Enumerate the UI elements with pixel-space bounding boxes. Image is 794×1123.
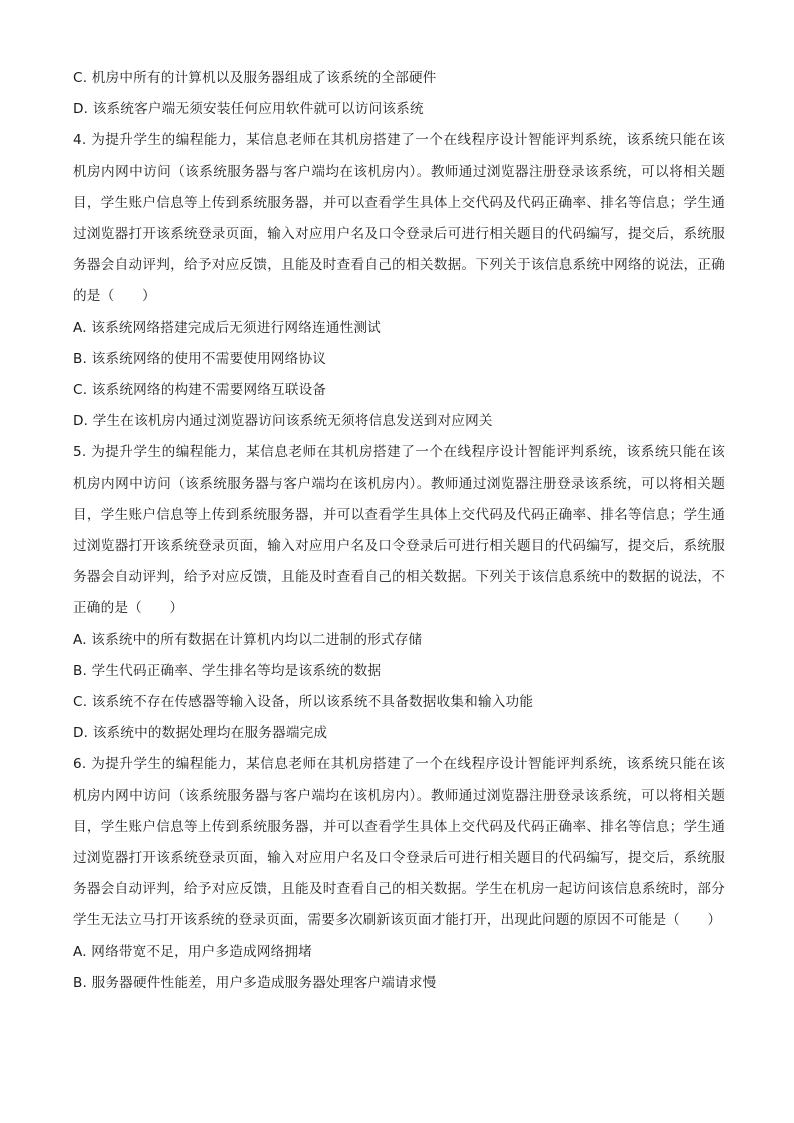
q4-stem: 4. 为提升学生的编程能力，某信息老师在其机房搭建了一个在线程序设计智能评判系统，该系统只能在该机房内网中访问（该系统服务器与客户端均在该机房内）。教师通过浏览器注册登录该系统，可以将相关题目，学生账户信息等上传到系统服务器，并可以查看学生具体上交代码及代码正确率、排名等信息；学生通过浏览器打开该系统登录页面，输入对应用户名及口令登录后可进行相关题目的代码编写，提交后，系统服务器会自动评判，给予对应反馈，且能及时查看自己的相关数据。下列关于该信息系统中网络的说法，正确的是（ ）	[73, 132, 725, 305]
q4-option-d: D. 学生在该机房内通过浏览器访问该系统无须将信息发送到对应网关	[73, 413, 493, 430]
q5-option-a: A. 该系统中的所有数据在计算机内均以二进制的形式存储	[73, 631, 423, 648]
q6-option-b: B. 服务器硬件性能差，用户多造成服务器处理客户端请求慢	[73, 974, 437, 991]
q5-option-b: B. 学生代码正确率、学生排名等均是该系统的数据	[73, 662, 382, 679]
q3-option-c: C. 机房中所有的计算机以及服务器组成了该系统的全部硬件	[73, 70, 437, 86]
q3-option-d: D. 该系统客户端无须安装任何应用软件就可以访问该系统	[73, 101, 424, 118]
q5-option-d: D. 该系统中的数据处理均在服务器端完成	[73, 725, 328, 742]
q5-stem: 5. 为提升学生的编程能力，某信息老师在其机房搭建了一个在线程序设计智能评判系统，该系统只能在该机房内网中访问（该系统服务器与客户端均在该机房内）。教师通过浏览器注册登录该系统，可以将相关题目，学生账户信息等上传到系统服务器，并可以查看学生具体上交代码及代码正确率、排名等信息；学生通过浏览器打开该系统登录页面，输入对应用户名及口令登录后可进行相关题目的代码编写，提交后，系统服务器会自动评判，给予对应反馈，且能及时查看自己的相关数据。下列关于该信息系统中的数据的说法，不正确的是（ ）	[73, 444, 725, 617]
q6-stem: 6. 为提升学生的编程能力，某信息老师在其机房搭建了一个在线程序设计智能评判系统，该系统只能在该机房内网中访问（该系统服务器与客户端均在该机房内）。教师通过浏览器注册登录该系统，可以将相关题目，学生账户信息等上传到系统服务器，并可以查看学生具体上交代码及代码正确率、排名等信息；学生通过浏览器打开该系统登录页面，输入对应用户名及口令登录后可进行相关题目的代码编写，提交后，系统服务器会自动评判，给予对应反馈，且能及时查看自己的相关数据。学生在机房一起访问该信息系统时，部分学生无法立马打开该系统的登录页面，需要多次刷新该页面才能打开，出现此问题的原因不可能是（ ）	[73, 756, 725, 929]
q4-option-b: B. 该系统网络的使用不需要使用网络协议	[73, 350, 327, 367]
q4-option-a: A. 该系统网络搭建完成后无须进行网络连通性测试	[73, 319, 381, 336]
document-body	[73, 63, 725, 999]
q5-option-c: C. 该系统不存在传感器等输入设备，所以该系统不具备数据收集和输入功能	[73, 693, 534, 710]
q4-option-c: C. 该系统网络的构建不需要网络互联设备	[73, 381, 327, 398]
q6-option-a: A. 网络带宽不足，用户多造成网络拥堵	[73, 943, 313, 960]
